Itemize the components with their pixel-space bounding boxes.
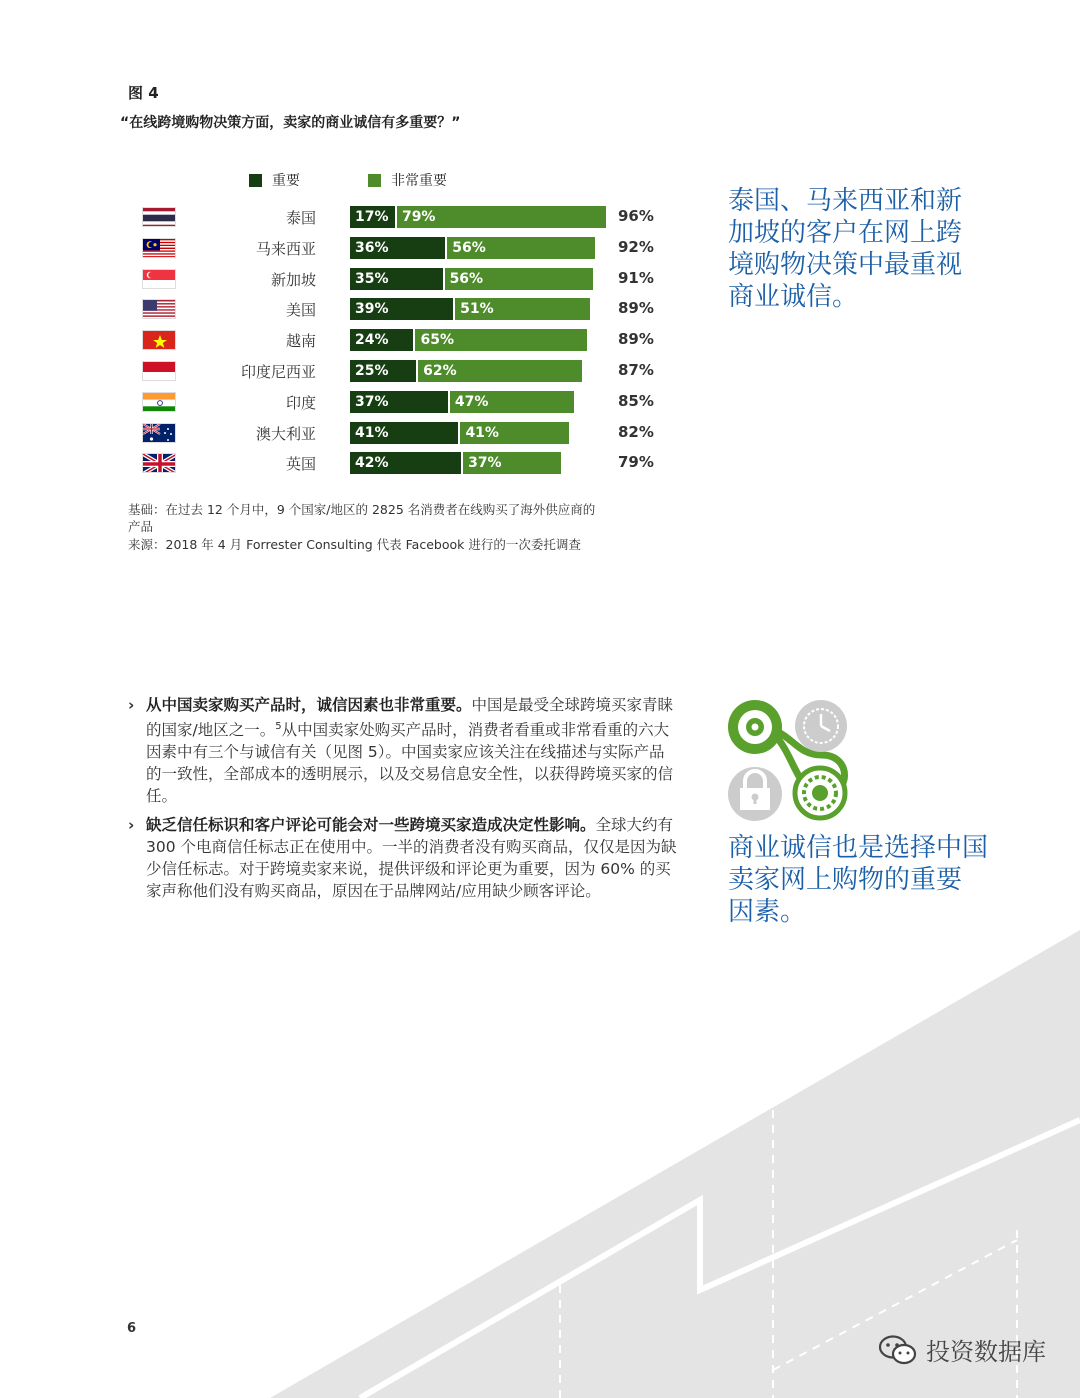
legend-very-important	[368, 170, 447, 190]
total-label: 92%	[618, 237, 654, 256]
bar-important: 35%	[350, 268, 443, 290]
bar-very-important: 51%	[455, 298, 590, 320]
bar-important: 25%	[350, 360, 416, 382]
indonesia-flag-icon	[142, 361, 176, 381]
bullet-lead: 从中国卖家购买产品时，诚信因素也非常重要。	[146, 696, 472, 714]
category-label: 印度尼西亚	[240, 363, 316, 381]
chart-row	[138, 360, 678, 382]
bullet-lead: 缺乏信任标识和客户评论可能会对一些跨境买家造成决定性影响。	[146, 816, 596, 834]
category-label: 澳大利亚	[255, 424, 316, 443]
page-number: 6	[127, 1321, 137, 1336]
legend-label-important: 重要	[272, 173, 300, 189]
legend-important	[249, 170, 300, 190]
figure-label: 图 4	[128, 84, 159, 102]
bar-very-important: 56%	[445, 268, 593, 290]
chart-row	[138, 237, 678, 259]
bar-important: 41%	[350, 422, 458, 444]
bar-important: 36%	[350, 237, 445, 259]
total-label: 82%	[618, 422, 654, 441]
chevron-right-icon: ›	[128, 696, 135, 714]
bar-important: 42%	[350, 452, 461, 474]
callout-bottom-line: 因素。	[728, 897, 807, 927]
bar-very-important: 56%	[447, 237, 595, 259]
total-label: 96%	[618, 207, 654, 225]
callout-top	[728, 185, 962, 313]
bar-very-important: 37%	[463, 452, 561, 474]
figure-question: “在线跨境购物决策方面，卖家的商业诚信有多重要？”	[120, 115, 461, 131]
legend-swatch-very-important	[368, 174, 381, 187]
chevron-right-icon: ›	[128, 816, 135, 834]
callout-bottom	[728, 832, 988, 928]
category-label: 泰国	[285, 209, 316, 227]
total-label: 79%	[618, 453, 654, 472]
total-label: 87%	[618, 361, 654, 379]
target-icon	[728, 700, 782, 754]
chart-row	[138, 298, 678, 320]
singapore-flag-icon	[142, 269, 176, 289]
category-label: 马来西亚	[255, 239, 316, 258]
callout-bottom-line: 商业诚信也是选择中国	[728, 833, 989, 863]
callout-top-line: 境购物决策中最重视	[728, 250, 963, 280]
callout-top-line: 泰国、马来西亚和新	[728, 186, 963, 216]
legend-swatch-important	[249, 174, 262, 187]
gear-icon	[795, 768, 845, 818]
bullet-body: 从中国卖家处购买产品时，消费者看重或非常看重的六大因素中有三个与诚信有关（见图 5）。中国卖家应该关注在线描述与实际产品的一致性，全部成本的透明展示，以及交易信息安全性，以获得跨境买家的信任。	[146, 721, 674, 806]
bar-very-important: 79%	[397, 206, 606, 228]
bar-important: 24%	[350, 329, 413, 351]
watermark	[878, 1332, 1046, 1367]
bar-very-important: 65%	[415, 329, 587, 351]
vietnam-flag-icon	[142, 330, 176, 350]
bullet-body: 中国是最受全球跨境买家青睐的国家/地区之一。	[146, 696, 674, 740]
category-label: 越南	[285, 332, 316, 351]
chart-row	[138, 391, 678, 413]
thailand-flag-icon	[142, 207, 176, 227]
bar-very-important: 47%	[450, 391, 574, 413]
bullet-item	[128, 694, 678, 807]
base-note-line2: 产品	[128, 519, 154, 534]
australia-flag-icon	[142, 423, 176, 443]
total-label: 89%	[618, 330, 654, 349]
bullet-body: 全球大约有 300 个电商信任标志正在使用中。一半的消费者没有购买商品，仅仅是因为缺少信任标志。对于跨境卖家来说，提供评级和评论更为重要，因为 60% 的买家声称他们没有购买商品，原因在于品牌网站/应用缺少顾客评论。	[146, 816, 677, 900]
bullet-item	[128, 814, 678, 902]
category-label: 新加坡	[270, 270, 316, 289]
bullet-text	[146, 814, 678, 902]
usa-flag-icon	[142, 299, 176, 319]
padlock-icon	[728, 767, 782, 821]
bar-important: 39%	[350, 298, 453, 320]
callout-top-line: 加坡的客户在网上跨	[728, 218, 963, 248]
chart-row	[138, 268, 678, 290]
chart-row	[138, 206, 678, 228]
trust-icon-cluster	[722, 695, 857, 825]
bar-very-important: 62%	[418, 360, 582, 382]
footnote-ref: 5	[275, 721, 282, 732]
source-note: 来源：2018 年 4 月 Forrester Consulting 代表 Facebook 进行的一次委托调查	[128, 537, 581, 552]
category-label: 英国	[285, 455, 316, 474]
bullet-text	[146, 694, 678, 807]
chart-row	[138, 422, 678, 444]
chart-row	[138, 452, 678, 474]
bar-important: 17%	[350, 206, 395, 228]
bar-very-important: 41%	[460, 422, 568, 444]
legend-label-very-important: 非常重要	[391, 173, 447, 189]
total-label: 91%	[618, 268, 654, 287]
total-label: 89%	[618, 299, 654, 318]
watermark-text: 投资数据库	[926, 1338, 1046, 1366]
callout-bottom-line: 卖家网上购物的重要	[728, 865, 963, 895]
uk-flag-icon	[142, 453, 176, 473]
wechat-icon	[878, 1334, 918, 1366]
category-label: 印度	[285, 393, 316, 412]
chart-row	[138, 329, 678, 351]
india-flag-icon	[142, 392, 176, 412]
callout-top-line: 商业诚信。	[728, 282, 859, 312]
malaysia-flag-icon	[142, 238, 176, 258]
base-note-line1: 基础：在过去 12 个月中，9 个国家/地区的 2825 名消费者在线购买了海外供应商的	[128, 502, 596, 517]
category-label: 美国	[285, 301, 316, 320]
total-label: 85%	[618, 391, 654, 410]
clock-icon	[795, 700, 847, 752]
bar-important: 37%	[350, 391, 448, 413]
